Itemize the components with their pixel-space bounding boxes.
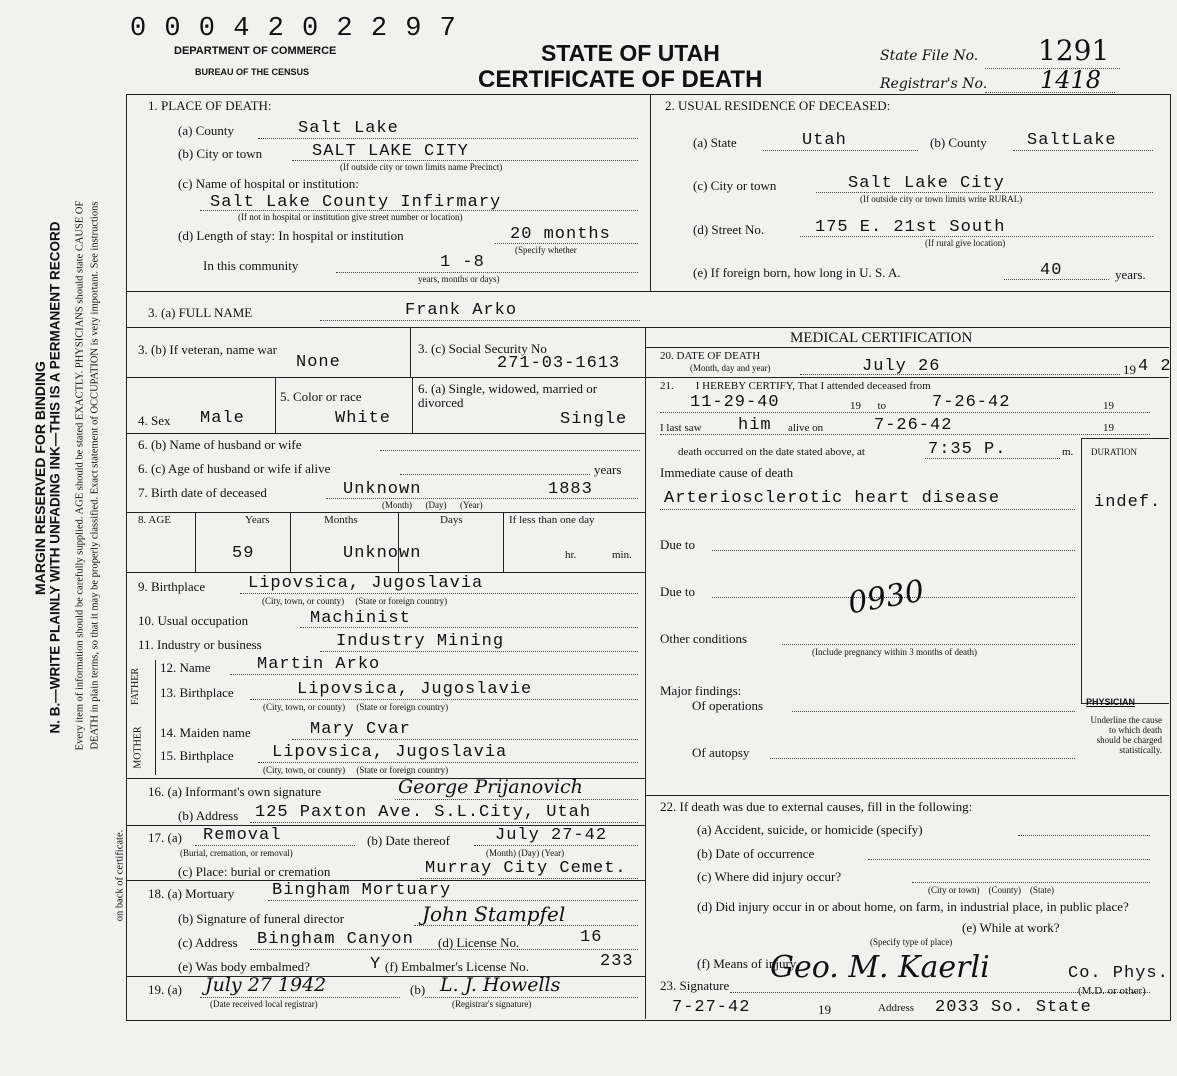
physician-title: Co. Phys. xyxy=(1068,964,1169,983)
attended-from-value: 11-29-40 xyxy=(690,393,780,412)
age-months-label: Months xyxy=(324,514,358,526)
embalmed-label: (e) Was body embalmed? xyxy=(178,959,310,974)
mortuary-value: Bingham Mortuary xyxy=(272,881,452,900)
margin-instructions-3: on back of certificate. xyxy=(114,829,126,922)
burial-place-label: (c) Place: burial or cremation xyxy=(178,864,331,879)
certificate-title: CERTIFICATE OF DEATH xyxy=(478,66,763,93)
alive-on-label: alive on xyxy=(788,422,824,434)
other-conditions-label: Other conditions xyxy=(660,631,748,646)
foreign-born-label: (e) If foreign born, how long in U. S. A. xyxy=(693,265,901,280)
attended-to-label: 19 to xyxy=(850,400,887,412)
death-year-value: 4 2 xyxy=(1138,357,1172,376)
mother-maiden-label: 14. Maiden name xyxy=(160,725,251,740)
cause-code: 0930 xyxy=(845,573,927,622)
attended-to-value: 7-26-42 xyxy=(932,393,1011,412)
spouse-age-label: 6. (c) Age of husband or wife if alive xyxy=(138,461,331,476)
of-autopsy-label: Of autopsy xyxy=(692,745,750,760)
external-d-sub: (Specify type of place) xyxy=(870,937,953,947)
father-birthplace-label: 13. Birthplace xyxy=(160,685,234,700)
license-label: (d) License No. xyxy=(438,935,520,950)
embalmed-value: Y xyxy=(370,955,382,974)
hospital-note: (If not in hospital or institution give street number or location) xyxy=(238,212,463,222)
margin-binding-text: MARGIN RESERVED FOR BINDING xyxy=(32,361,48,595)
registrar-date-sub: (Date received local registrar) xyxy=(210,999,318,1009)
attended-nineteen: 19 xyxy=(1103,400,1114,412)
county-label: (a) County xyxy=(178,123,234,138)
registrar-signature-label: (b) xyxy=(410,982,426,997)
physician-address-label: Address xyxy=(878,1002,915,1014)
birthplace-value: Lipovsica, Jugoslavia xyxy=(248,574,484,593)
father-name-label: 12. Name xyxy=(160,660,211,675)
color-value: White xyxy=(335,409,392,428)
res-state-value: Utah xyxy=(802,131,847,150)
spouse-age-years: years xyxy=(594,462,622,477)
physician-date-value: 7-27-42 xyxy=(672,998,751,1017)
external-c-label: (c) Where did injury occur? xyxy=(697,869,842,884)
burial-sub: (Burial, cremation, or removal) xyxy=(180,848,293,858)
alive-on-nineteen: 19 xyxy=(1103,422,1114,434)
age-years-label: Years xyxy=(245,514,270,526)
state-title: STATE OF UTAH xyxy=(541,40,720,66)
res-county-label: (b) County xyxy=(930,135,987,150)
registrar-date-value: July 27 1942 xyxy=(205,974,327,996)
social-security-value: 271-03-1613 xyxy=(497,354,621,373)
age-min: min. xyxy=(612,549,632,561)
social-security-label: 3. (c) Social Security No xyxy=(418,341,547,356)
embalmer-license-label: (f) Embalmer's License No. xyxy=(385,959,529,974)
birthplace-sub: (City, town, or county) (State or foreign country) xyxy=(262,596,448,606)
mortuary-address-label: (c) Address xyxy=(178,935,238,950)
state-file-number: 1291 xyxy=(1038,34,1110,67)
color-label: 5. Color or race xyxy=(280,389,362,404)
informant-address-label: (b) Address xyxy=(178,808,239,823)
veteran-value: None xyxy=(296,353,341,372)
due-to-2-label: Due to xyxy=(660,584,696,599)
marital-value: Single xyxy=(560,410,628,429)
burial-value: Removal xyxy=(203,826,282,845)
birthplace-label: 9. Birthplace xyxy=(138,579,206,594)
age-less-label: If less than one day xyxy=(509,514,595,526)
mother-birthplace-value: Lipovsica, Jugoslavia xyxy=(272,743,508,762)
foreign-born-value: 40 xyxy=(1040,261,1063,280)
physician-signature: Geo. M. Kaerli xyxy=(770,950,990,985)
state-file-label: State File No. xyxy=(880,48,979,64)
bureau-label: BUREAU OF THE CENSUS xyxy=(195,67,310,77)
community-value: 1 -8 xyxy=(440,253,485,272)
certificate-serial-number: 0 0 0 4 2 0 2 2 9 7 xyxy=(130,14,457,44)
funeral-director-signature: John Stampfel xyxy=(422,902,566,926)
date-of-death-sub: (Month, day and year) xyxy=(690,363,771,373)
external-causes-label: 22. If death was due to external causes, fill in the following: xyxy=(660,799,973,814)
funeral-director-label: (b) Signature of funeral director xyxy=(178,911,345,926)
margin-instructions-1: Every item of information should be carefully supplied. AGE should be stated EXACTLY. PHYSICIANS should state CAUSE OF xyxy=(74,200,86,751)
res-county-value: SaltLake xyxy=(1027,131,1117,150)
physician-signature-suffix: (M.D. or other) xyxy=(1078,985,1146,997)
margin-instructions-2: DEATH in plain terms, so that it may be properly classified. Exact statement of OCCUPATION is very important. See instructions xyxy=(89,201,101,750)
occupation-value: Machinist xyxy=(310,609,411,628)
binding-margin xyxy=(0,80,130,1020)
major-findings-label: Major findings: xyxy=(660,683,742,698)
father-birthplace-value: Lipovsica, Jugoslavie xyxy=(297,680,533,699)
full-name-label: 3. (a) FULL NAME xyxy=(148,305,253,320)
burial-date-label: (b) Date thereof xyxy=(367,833,451,848)
external-a-label: (a) Accident, suicide, or homicide (specify) xyxy=(697,822,923,837)
community-note: years, months or days) xyxy=(418,274,500,284)
foreign-born-years: years. xyxy=(1115,267,1146,282)
death-time-value: 7:35 P. xyxy=(928,440,1007,459)
death-year-prefix: 19 xyxy=(1123,362,1136,377)
immediate-cause-label: Immediate cause of death xyxy=(660,465,794,480)
physician-label: PHYSICIAN xyxy=(1086,697,1136,707)
department-label: DEPARTMENT OF COMMERCE xyxy=(174,45,337,57)
father-name-value: Martin Arko xyxy=(257,655,381,674)
age-days-label: Days xyxy=(440,514,463,526)
father-birthplace-sub: (City, town, or county) (State or foreign country) xyxy=(263,702,449,712)
last-saw-label: I last saw xyxy=(660,422,702,434)
informant-address-value: 125 Paxton Ave. S.L.City, Utah xyxy=(255,803,592,822)
hospital-label: (c) Name of hospital or institution: xyxy=(178,176,359,191)
res-city-label: (c) City or town xyxy=(693,178,777,193)
external-c-sub: (City or town) (County) (State) xyxy=(928,885,1054,895)
hospital-value: Salt Lake County Infirmary xyxy=(210,193,502,212)
res-street-note: (If rural give location) xyxy=(925,238,1006,248)
place-of-death-heading: 1. PLACE OF DEATH: xyxy=(148,98,272,113)
marital-label: 6. (a) Single, widowed, married or divorced xyxy=(418,381,598,410)
res-state-label: (a) State xyxy=(693,135,737,150)
death-occurred-label: death occurred on the date stated above, at xyxy=(678,446,865,458)
res-street-label: (d) Street No. xyxy=(693,222,765,237)
age-years-value: 59 xyxy=(232,544,255,563)
external-e-label: (e) While at work? xyxy=(962,920,1060,935)
underline-note: Underline the cause to which death should be charged statistically. xyxy=(1090,715,1162,755)
length-of-stay-value: 20 months xyxy=(510,225,611,244)
registrar-date-label: 19. (a) xyxy=(148,982,182,997)
mother-birthplace-sub: (City, town, or county) (State or foreign country) xyxy=(263,765,449,775)
burial-date-value: July 27-42 xyxy=(495,826,608,845)
burial-label: 17. (a) xyxy=(148,830,182,845)
external-b-label: (b) Date of occurrence xyxy=(697,846,815,861)
registrar-signature-sub: (Registrar's signature) xyxy=(452,999,532,1009)
industry-value: Industry Mining xyxy=(336,632,505,651)
burial-place-value: Murray City Cemet. xyxy=(425,859,627,878)
full-name-value: Frank Arko xyxy=(405,301,518,320)
mother-birthplace-label: 15. Birthplace xyxy=(160,748,234,763)
mortuary-label: 18. (a) Mortuary xyxy=(148,886,235,901)
mortuary-address-value: Bingham Canyon xyxy=(257,930,414,949)
stay-note: (Specify whether xyxy=(515,245,577,255)
alive-on-value: 7-26-42 xyxy=(874,416,953,435)
informant-label: 16. (a) Informant's own signature xyxy=(148,784,322,799)
age-hr: hr. xyxy=(565,549,577,561)
date-of-death-value: July 26 xyxy=(862,357,941,376)
registrar-number: 1418 xyxy=(1040,66,1102,94)
res-city-note: (If outside city or town limits write RURAL) xyxy=(860,194,1023,204)
of-operations-label: Of operations xyxy=(692,698,764,713)
residence-heading: 2. USUAL RESIDENCE OF DECEASED: xyxy=(665,98,891,113)
birth-year-value: 1883 xyxy=(548,480,593,499)
external-f-label: (f) Means of injury xyxy=(697,956,797,971)
date-of-death-label: 20. DATE OF DEATH xyxy=(660,350,761,362)
city-label: (b) City or town xyxy=(178,146,263,161)
medical-heading: MEDICAL CERTIFICATION xyxy=(790,330,973,346)
occupation-label: 10. Usual occupation xyxy=(138,613,249,628)
physician-year: 19 xyxy=(818,1002,831,1017)
physician-address-value: 2033 So. State xyxy=(935,998,1092,1017)
veteran-label: 3. (b) If veteran, name war xyxy=(138,342,277,357)
sex-label: 4. Sex xyxy=(138,413,171,428)
burial-date-sub: (Month) (Day) (Year) xyxy=(486,848,565,858)
other-conditions-note: (Include pregnancy within 3 months of death) xyxy=(812,647,977,657)
duration-label: DURATION xyxy=(1091,447,1137,457)
spouse-name-label: 6. (b) Name of husband or wife xyxy=(138,437,302,452)
physician-signature-label: 23. Signature xyxy=(660,978,730,993)
city-note: (If outside city or town limits name Precinct) xyxy=(340,162,503,172)
birth-month-value: Unknown xyxy=(343,480,422,499)
community-label: In this community xyxy=(203,258,299,273)
sex-value: Male xyxy=(200,409,245,428)
res-city-value: Salt Lake City xyxy=(848,174,1005,193)
embalmer-license-value: 233 xyxy=(600,952,634,971)
age-months-value: Unknown xyxy=(343,544,422,563)
birth-date-label: 7. Birth date of deceased xyxy=(138,485,267,500)
county-value: Salt Lake xyxy=(298,119,399,138)
due-to-1-label: Due to xyxy=(660,537,696,552)
age-label: 8. AGE xyxy=(138,514,171,526)
informant-signature: George Prijanovich xyxy=(398,776,583,798)
external-d-label: (d) Did injury occur in or about home, on farm, in industrial place, in public place? xyxy=(697,899,1129,914)
father-side-label: FATHER xyxy=(130,667,142,706)
immediate-duration-value: indef. xyxy=(1094,493,1162,512)
license-value: 16 xyxy=(580,928,603,947)
margin-ink-notice: N. B.—WRITE PLAINLY WITH UNFADING INK—THIS IS A PERMANENT RECORD xyxy=(47,221,63,734)
birth-date-sub: (Month) (Day) (Year) xyxy=(382,500,483,510)
length-of-stay-label: (d) Length of stay: In hospital or institution xyxy=(178,228,404,243)
industry-label: 11. Industry or business xyxy=(138,637,262,652)
death-time-m: m. xyxy=(1062,446,1074,458)
registrar-number-label: Registrar's No. xyxy=(880,76,988,92)
registrar-signature-value: L. J. Howells xyxy=(440,974,561,996)
mother-side-label: MOTHER xyxy=(132,726,144,769)
city-value: SALT LAKE CITY xyxy=(312,142,469,161)
mother-maiden-value: Mary Cvar xyxy=(310,720,411,739)
certify-label: 21. I HEREBY CERTIFY, That I attended deceased from xyxy=(660,380,931,392)
last-saw-him: him xyxy=(738,416,772,435)
res-street-value: 175 E. 21st South xyxy=(815,218,1006,237)
immediate-cause-value: Arteriosclerotic heart disease xyxy=(664,489,1001,508)
